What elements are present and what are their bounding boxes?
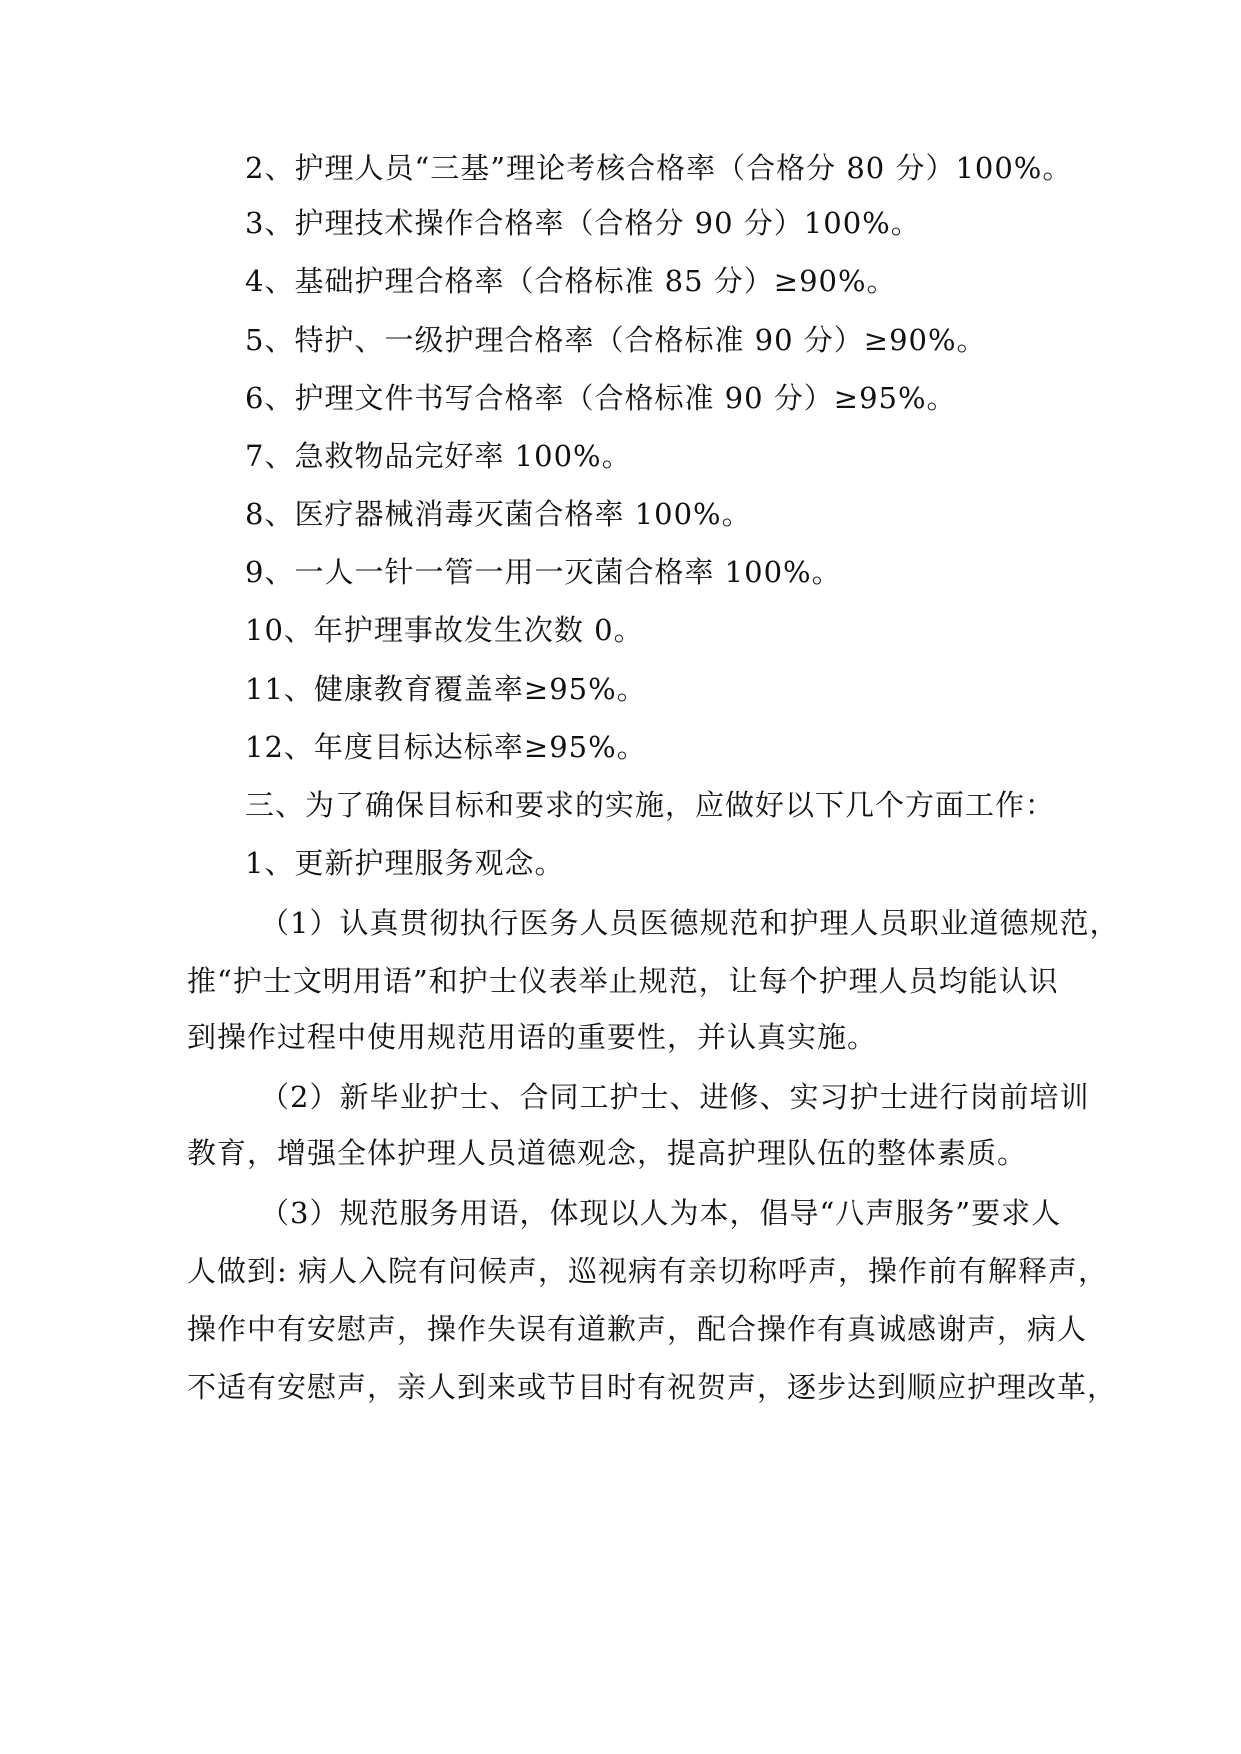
paragraph-line: （3）规范服务用语，体现以人为本，倡导“八声服务”要求人 — [260, 1196, 1062, 1230]
list-item: 10、年护理事故发生次数 0。 — [245, 613, 644, 647]
paragraph-line: 到操作过程中使用规范用语的重要性，并认真实施。 — [187, 1020, 878, 1054]
list-item: 6、护理文件书写合格率（合格标准 90 分）≥95%。 — [245, 381, 957, 415]
list-item: 12、年度目标达标率≥95%。 — [245, 730, 647, 764]
list-item: 9、一人一针一管一用一灭菌合格率 100%。 — [245, 555, 842, 589]
list-item: 7、急救物品完好率 100%。 — [245, 439, 632, 473]
paragraph-line: 推“护士文明用语”和护士仪表举止规范，让每个护理人员均能认识 — [187, 964, 1059, 998]
paragraph-line: （1）认真贯彻执行医务人员医德规范和护理人员职业道德规范， — [260, 906, 1120, 940]
list-item: 3、护理技术操作合格率（合格分 90 分）100%。 — [245, 206, 921, 240]
paragraph-line: 不适有安慰声，亲人到来或节目时有祝贺声，逐步达到顺应护理改革， — [187, 1370, 1118, 1404]
list-item: 5、特护、一级护理合格率（合格标准 90 分）≥90%。 — [245, 323, 987, 357]
section-heading: 三、为了确保目标和要求的实施，应做好以下几个方面工作： — [245, 788, 1056, 822]
subsection-heading: 1、更新护理服务观念。 — [245, 846, 565, 880]
paragraph-line: 操作中有安慰声，操作失误有道歉声，配合操作有真诚感谢声，病人 — [187, 1312, 1088, 1346]
list-item: 2、护理人员“三基”理论考核合格率（合格分 80 分）100%。 — [245, 151, 1073, 185]
paragraph-line: 教育，增强全体护理人员道德观念，提高护理队伍的整体素质。 — [187, 1136, 1028, 1170]
list-item: 4、基础护理合格率（合格标准 85 分）≥90%。 — [245, 264, 897, 298]
list-item: 11、健康教育覆盖率≥95%。 — [245, 672, 647, 706]
paragraph-line: 人做到: 病人入院有问候声，巡视病有亲切称呼声，操作前有解释声， — [187, 1254, 1108, 1288]
list-item: 8、医疗器械消毒灭菌合格率 100%。 — [245, 497, 752, 531]
paragraph-line: （2）新毕业护士、合同工护士、进修、实习护士进行岗前培训 — [260, 1080, 1090, 1114]
